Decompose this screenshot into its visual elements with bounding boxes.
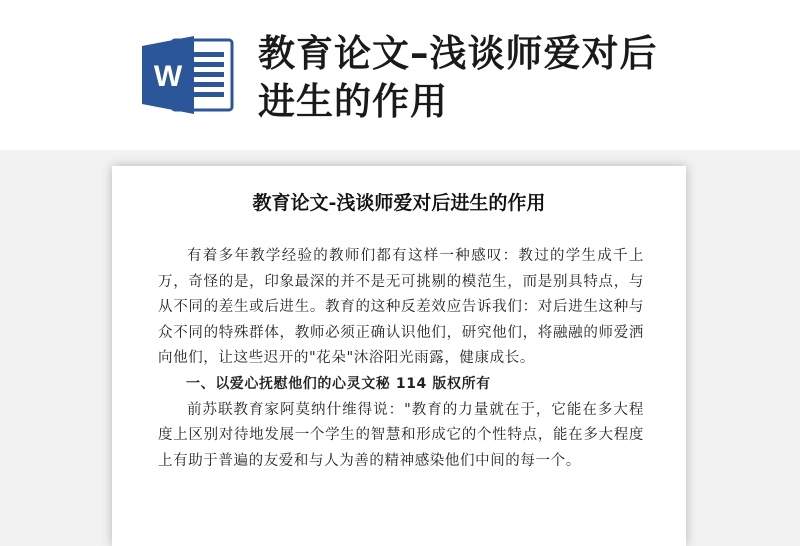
header-banner [0,0,800,150]
paragraph: 有着多年教学经验的教师们都有这样一种感叹：教过的学生成千上万，奇怪的是，印象最深的并不是无可挑剔的模范生，而是别具特点，与从不同的差生或后进生。教育的这种反差效应告诉我们：对后进生这种与众不同的特殊群体，教师必须正确认识他们，研究他们，将融融的师爱洒向他们，让这些迟开的"花朵"沐浴阳光雨露，健康成长。 [158,248,644,367]
document-page [112,166,686,546]
svg-text:W: W [153,60,183,93]
page-title: 教育论文–浅谈师爱对后进生的作用 [258,32,658,123]
document-title: 教育论文-浅谈师爱对后进生的作用 [252,192,546,214]
section-heading: 一、以爱心抚慰他们的心灵文秘 114 版权所有 [186,375,491,392]
word-document-icon [142,36,234,114]
paragraph: 前苏联教育家阿莫纳什维得说："教育的力量就在于，它能在多大程度上区别对待地发展一个学生的智慧和形成它的个性特点，能在多大程度上有助于普遍的友爱和与人为善的精神感染他们中间的每一个。 [158,401,644,469]
document-body [158,244,644,474]
